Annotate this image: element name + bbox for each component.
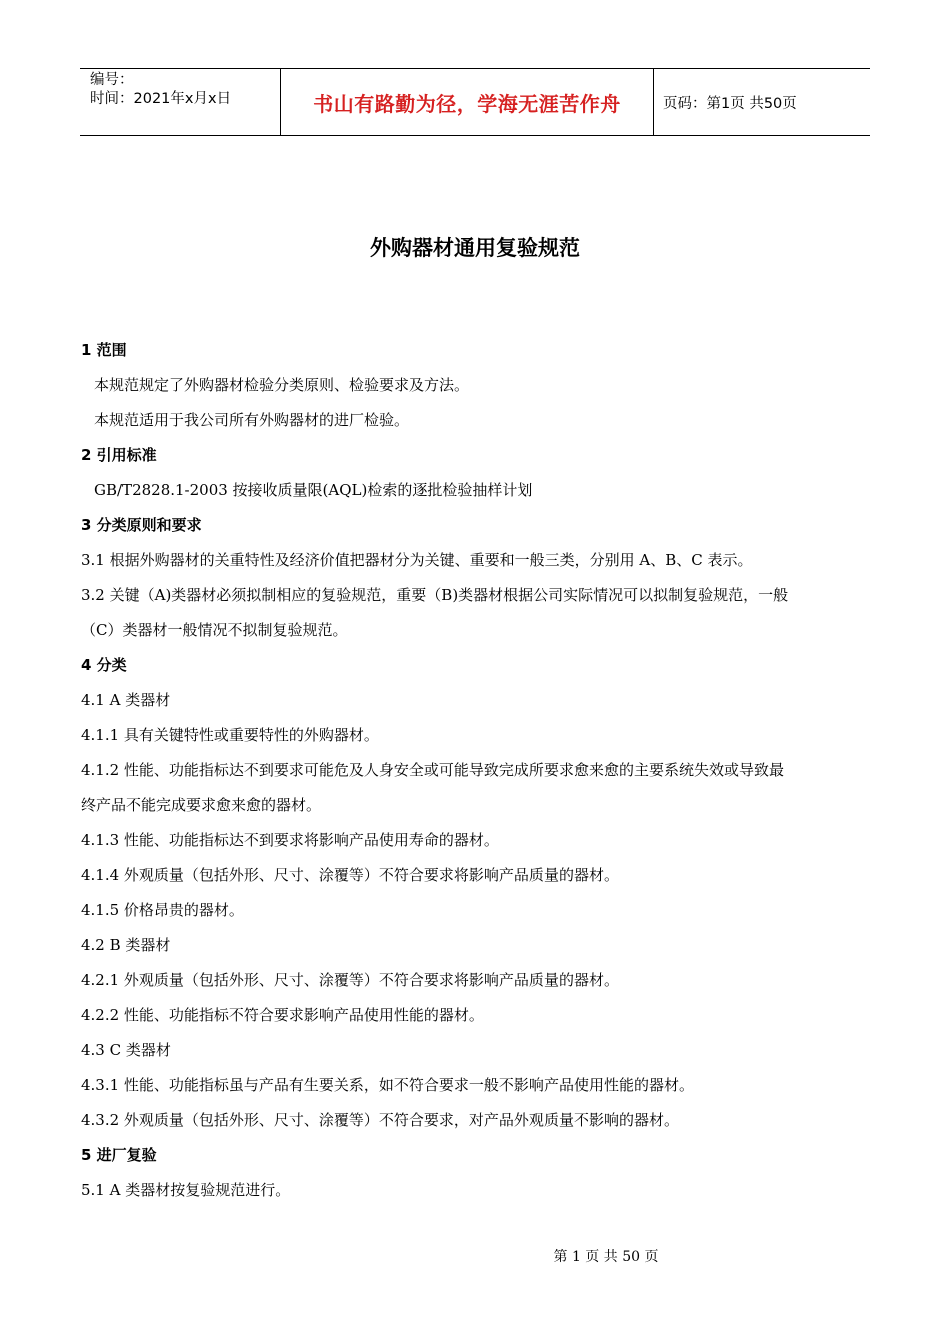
clause: 4.1.2 性能、功能指标达不到要求可能危及人身安全或可能导致完成所要求愈来愈的主要系统失效或导致最 [81,761,784,779]
clause: 4.1.1 具有关键特性或重要特性的外购器材。 [81,726,379,744]
clause-continuation: 终产品不能完成要求愈来愈的器材。 [81,796,322,814]
clause: 4.1.4 外观质量（包括外形、尺寸、涂覆等）不符合要求将影响产品质量的器材。 [81,866,619,884]
clause: 4.2 B 类器材 [81,936,171,954]
page-footer: 第 1 页 共 50 页 [553,1249,659,1265]
document-title: 外购器材通用复验规范 [370,236,580,260]
clause: 4.3 C 类器材 [81,1041,171,1059]
clause: 5.1 A 类器材按复验规范进行。 [81,1181,291,1199]
header-left-cell [80,69,281,135]
paragraph: 本规范规定了外购器材检验分类原则、检验要求及方法。 [94,376,470,394]
header-table [80,68,870,136]
clause: 4.1.3 性能、功能指标达不到要求将影响产品使用寿命的器材。 [81,831,499,849]
clause: 3.2 关键（A)类器材必须拟制相应的复验规范，重要（B)类器材根据公司实际情况可以拟制复验规范，一般 [81,586,789,604]
clause: 4.3.2 外观质量（包括外形、尺寸、涂覆等）不符合要求，对产品外观质量不影响的器材。 [81,1111,679,1129]
page-code: 页码：第1页 共50页 [663,95,797,112]
header-motto-cell [281,69,654,135]
clause-continuation: （C）类器材一般情况不拟制复验规范。 [81,621,348,639]
motto-text: 书山有路勤为径，学海无涯苦作舟 [313,91,621,116]
section-heading-incoming-inspection: 5 进厂复验 [81,1146,157,1164]
clause: 4.2.2 性能、功能指标不符合要求影响产品使用性能的器材。 [81,1006,484,1024]
paragraph: 本规范适用于我公司所有外购器材的进厂检验。 [94,411,410,429]
section-heading-classification: 4 分类 [81,656,127,674]
paragraph: GB/T2828.1-2003 按接收质量限(AQL)检索的逐批检验抽样计划 [94,481,533,499]
clause: 4.1 A 类器材 [81,691,171,709]
clause: 4.3.1 性能、功能指标虽与产品有生要关系，如不符合要求一般不影响产品使用性能的器材。 [81,1076,694,1094]
clause: 3.1 根据外购器材的关重特性及经济价值把器材分为关键、重要和一般三类，分别用 A、B、C 表示。 [81,551,753,569]
clause: 4.1.5 价格昂贵的器材。 [81,901,244,919]
section-heading-references: 2 引用标准 [81,446,157,464]
section-heading-classification-principles: 3 分类原则和要求 [81,516,202,534]
number-label: 编号： [90,72,134,88]
clause: 4.2.1 外观质量（包括外形、尺寸、涂覆等）不符合要求将影响产品质量的器材。 [81,971,619,989]
document-body [81,333,871,1208]
time-label: 时间：2021年x月x日 [90,91,232,107]
section-heading-scope: 1 范围 [81,341,127,359]
header-page-cell [654,69,870,135]
